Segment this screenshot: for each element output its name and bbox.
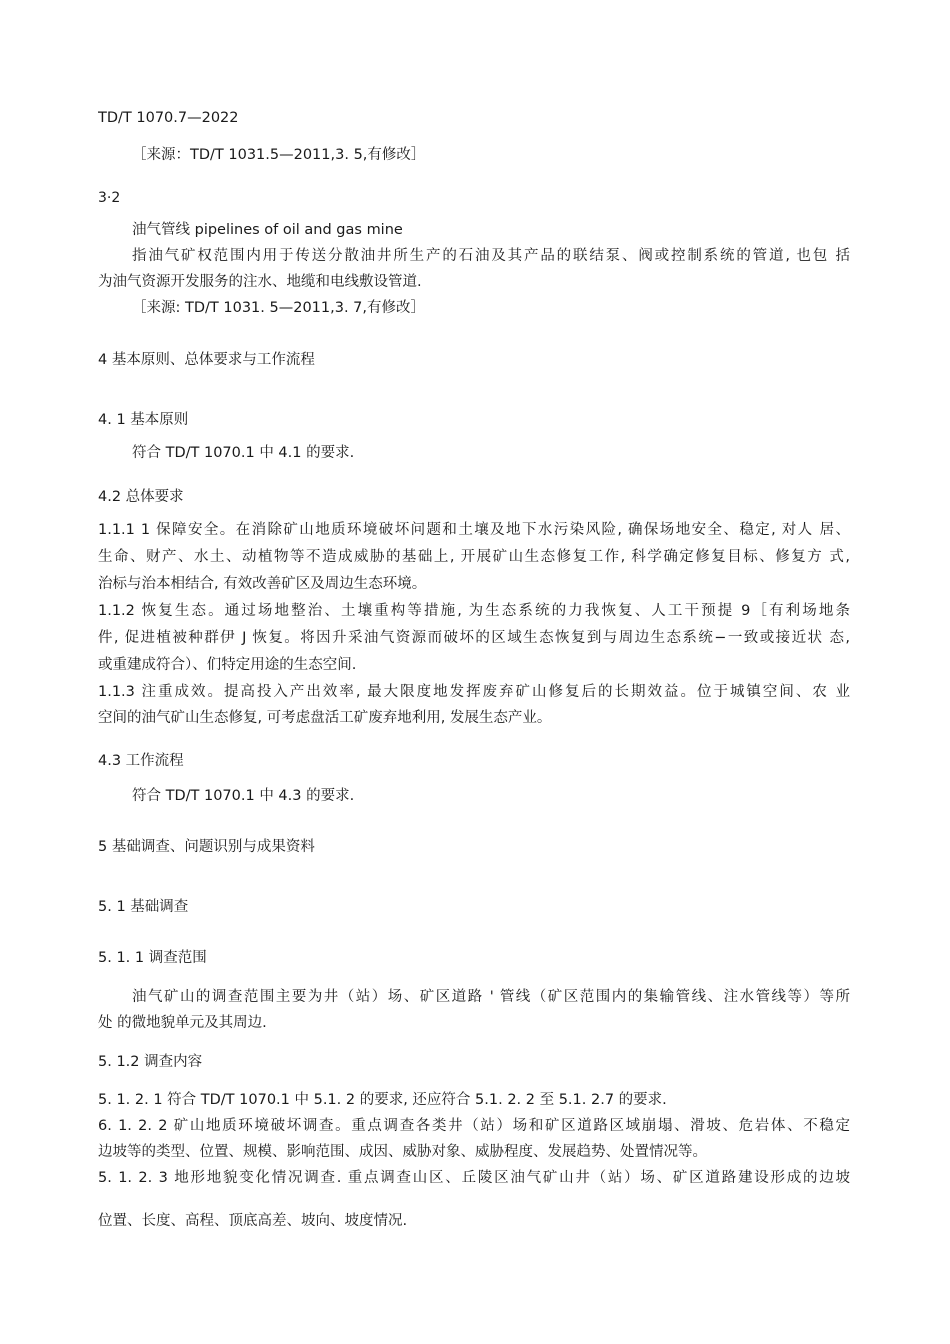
paragraph-line: 5. 1. 2. 3 地形地貌变化情况调查. 重点调查山区、丘陵区油气矿山井（站）场、矿区道路建设形成的边坡 <box>98 1170 850 1186</box>
paragraph-line: 6. 1. 2. 2 矿山地质环境破坏调查。重点调查各类井（站）场和矿区道路区域崩塌、滑坡、危岩体、不稳定 <box>98 1118 850 1134</box>
source-note: ［来源: TD/T 1031. 5—2011,3. 7,有修改］ <box>132 300 426 316</box>
paragraph-line: 空间的油气矿山生态修复, 可考虑盘活工矿废弃地利用, 发展生态产业。 <box>98 710 552 726</box>
paragraph-line: 1.1.2 恢复生态。通过场地整治、土壤重构等措施, 为生态系统的力我恢复、人工干预提 9［有利场地条 <box>98 603 850 619</box>
paragraph-line: 处 的微地貌单元及其周边. <box>98 1015 267 1031</box>
paragraph-line: 件, 促进植被种群伊 J 恢复。将因升采油气资源而破坏的区域生态恢复到与周边生态系统−一致或接近状 态, <box>98 630 850 646</box>
subsection-heading: 4.3 工作流程 <box>98 753 184 769</box>
subsection-heading: 5. 1. 1 调查范围 <box>98 950 207 966</box>
source-note: ［来源：TD/T 1031.5—2011,3. 5,有修改］ <box>132 147 426 163</box>
standard-header: TD/T 1070.7—2022 <box>98 110 239 126</box>
subsection-heading: 5. 1.2 调查内容 <box>98 1054 203 1070</box>
paragraph-line: 1.1.1 1 保障安全。在消除矿山地质环境破坏问题和土壤及地下水污染风险, 确保场地安全、稳定, 对人 居、 <box>98 522 850 538</box>
paragraph-line: 5. 1. 2. 1 符合 TD/T 1070.1 中 5.1. 2 的要求, 还应符合 5.1. 2. 2 至 5.1. 2.7 的要求. <box>98 1092 667 1108</box>
term-number: 3·2 <box>98 190 121 206</box>
paragraph-line: 油气矿山的调查范围主要为井（站）场、矿区道路 ' 管线（矿区范围内的集输管线、注水管线等）等所 <box>132 989 850 1005</box>
section-heading: 4 基本原则、总体要求与工作流程 <box>98 352 315 368</box>
paragraph-line: 或重建成符合）、们特定用途的生态空间. <box>98 657 357 673</box>
paragraph: 符合 TD/T 1070.1 中 4.3 的要求. <box>132 788 355 804</box>
term-definition-line: 为油气资源开发服务的注水、地缆和电线敷设管道. <box>98 274 422 290</box>
paragraph: 符合 TD/T 1070.1 中 4.1 的要求. <box>132 445 355 461</box>
paragraph-line: 治标与治本相结合, 有效改善矿区及周边生态环境。 <box>98 576 427 592</box>
term-definition-line: 指油气矿权范围内用于传送分散油井所生产的石油及其产品的联结泵、阀或控制系统的管道, 也包 括 <box>132 248 850 264</box>
term-title: 油气管线 pipelines of oil and gas mine <box>132 222 403 238</box>
subsection-heading: 4.2 总体要求 <box>98 489 184 505</box>
section-heading: 5 基础调查、问题识别与成果资料 <box>98 839 315 855</box>
subsection-heading: 5. 1 基础调查 <box>98 899 189 915</box>
paragraph-line: 生命、财产、水土、动植物等不造成威胁的基础上, 开展矿山生态修复工作, 科学确定修复目标、修复方 式, <box>98 549 850 565</box>
paragraph-line: 边坡等的类型、位置、规模、影响范围、成因、威胁对象、威胁程度、发展趋势、处置情况等。 <box>98 1144 707 1160</box>
subsection-heading: 4. 1 基本原则 <box>98 412 189 428</box>
paragraph-line: 1.1.3 注重成效。提高投入产出效率, 最大限度地发挥废弃矿山修复后的长期效益。位于城镇空间、农 业 <box>98 684 850 700</box>
paragraph-line: 位置、长度、高程、顶底高差、坡向、坡度情况. <box>98 1213 408 1229</box>
